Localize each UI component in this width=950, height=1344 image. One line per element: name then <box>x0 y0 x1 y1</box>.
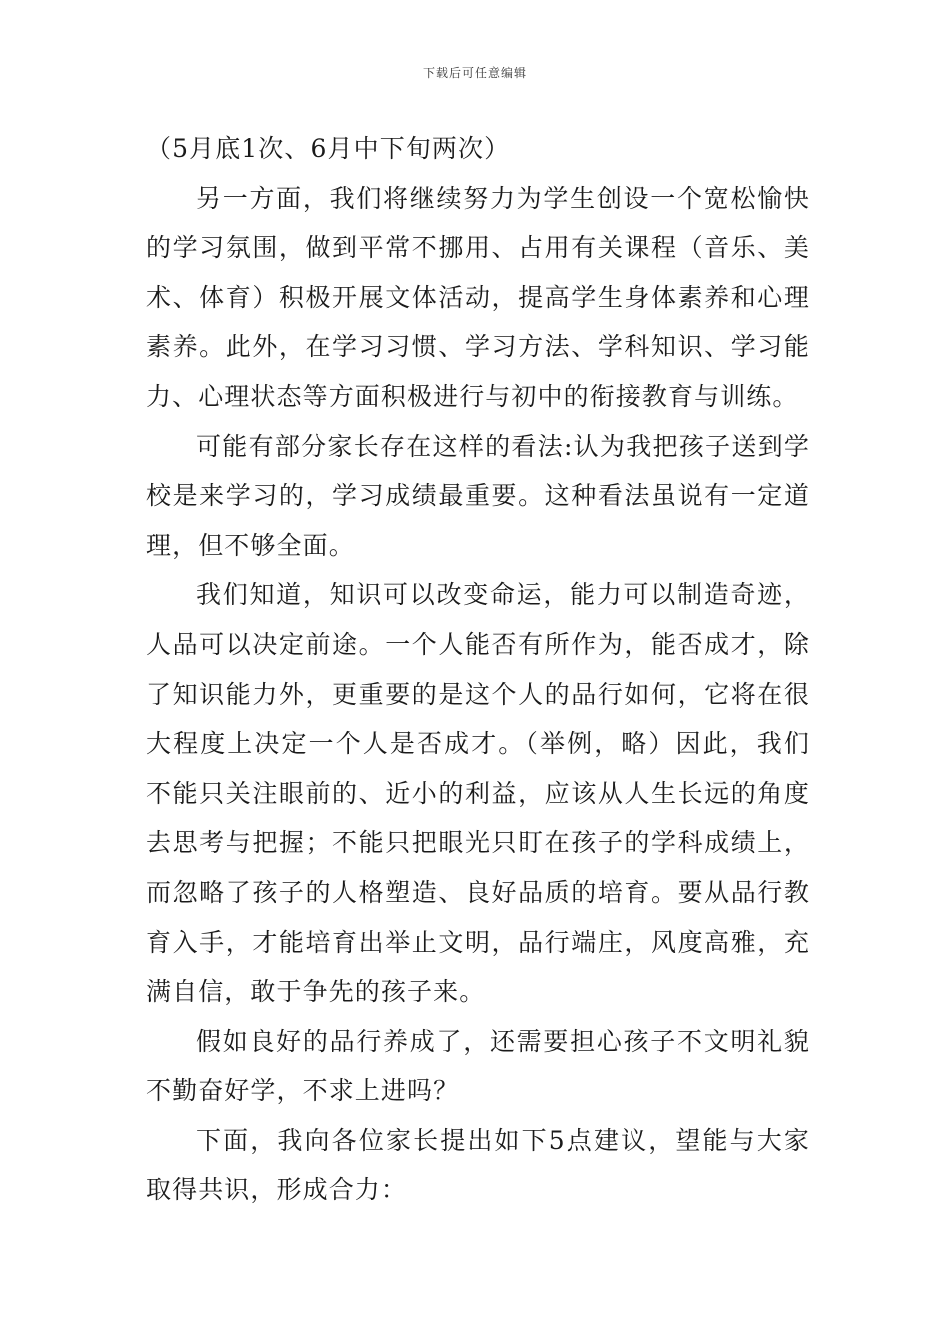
paragraph-date-note: （5月底1次、6月中下旬两次） <box>146 134 511 163</box>
paragraph-learning-atmosphere: 另一方面，我们将继续努力为学生创设一个宽松愉快的学习氛围，做到平常不挪用、占用有关课程（音乐、美术、体育）积极开展文体活动，提高学生身体素养和心理素养。此外，在学习习惯、学习方法、学科知识、学习能力、心理状态等方面积极进行与初中的衔接教育与训练。 <box>146 183 810 411</box>
paragraph-character-education: 我们知道，知识可以改变命运，能力可以制造奇迹，人品可以决定前途。一个人能否有所作为，能否成才，除了知识能力外，更重要的是这个人的品行如何，它将在很大程度上决定一个人是否成才。（举例，略）因此，我们不能只关注眼前的、近小的利益，应该从人生长远的角度去思考与把握；不能只把眼光只盯在孩子的学科成绩上，而忽略了孩子的人格塑造、良好品质的培育。要从品行教育入手，才能培育出举止文明，品行端庄，风度高雅，充满自信，敢于争先的孩子来。 <box>146 580 810 1007</box>
paragraph-suggestions-intro: 下面，我向各位家长提出如下5点建议，望能与大家取得共识，形成合力： <box>146 1125 810 1205</box>
paragraph-rhetorical-question: 假如良好的品行养成了，还需要担心孩子不文明礼貌不勤奋好学，不求上进吗？ <box>146 1026 810 1106</box>
paragraph-parent-views: 可能有部分家长存在这样的看法:认为我把孩子送到学校是来学习的，学习成绩最重要。这种看法虽说有一定道理，但不够全面。 <box>146 431 810 560</box>
header-note: 下载后可任意编辑 <box>422 66 527 80</box>
document-body <box>146 124 810 1215</box>
